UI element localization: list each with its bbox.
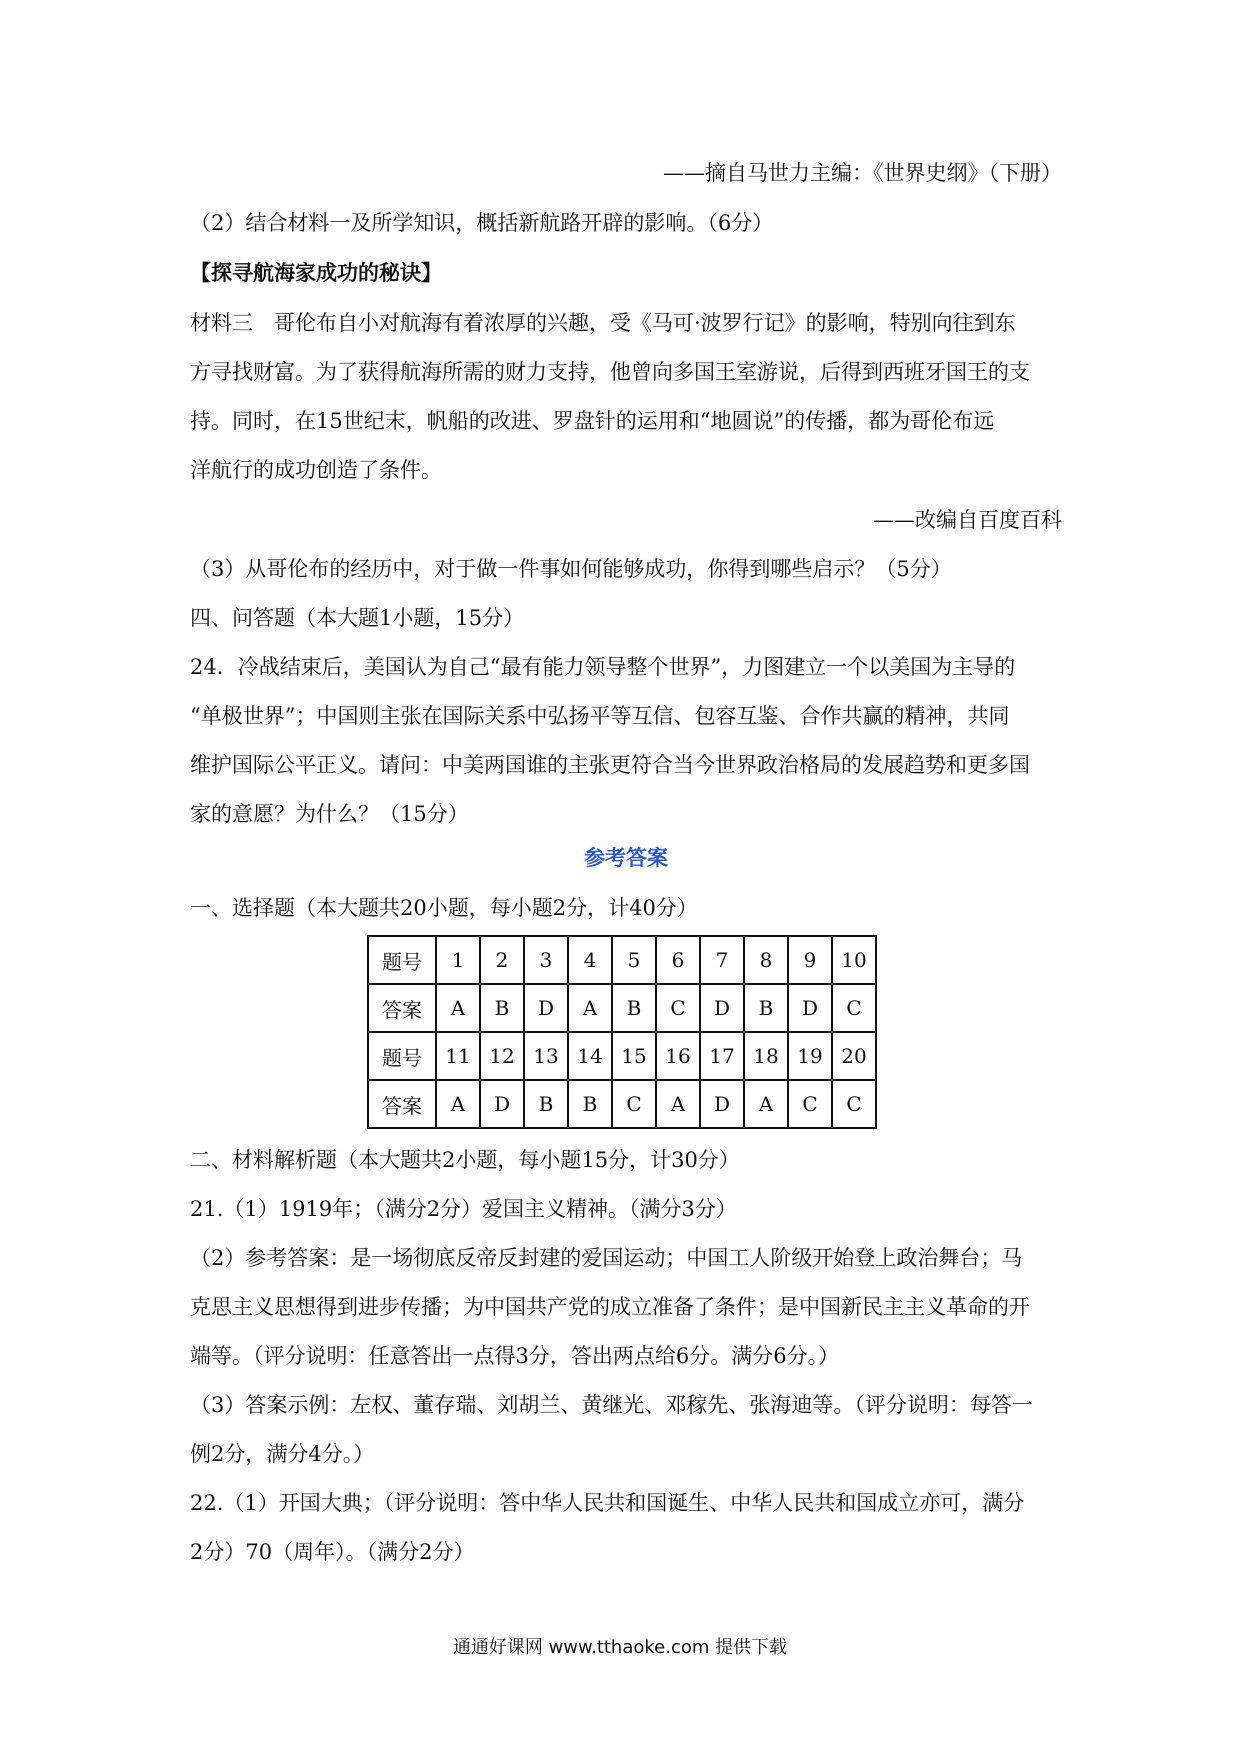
answer-21-2-line-1: （2）参考答案：是一场彻底反帝反封建的爱国运动；中国工人阶级开始登上政治舞台；马 bbox=[190, 1246, 1023, 1270]
table-row bbox=[368, 936, 876, 984]
question-2: （2）结合材料一及所学知识，概括新航路开辟的影响。（6分） bbox=[190, 211, 774, 235]
table-cell: B bbox=[480, 984, 524, 1032]
table-cell: A bbox=[744, 1080, 788, 1128]
q24-line-1: 24．冷战结束后，美国认为自己“最有能力领导整个世界”，力图建立一个以美国为主导的 bbox=[190, 655, 1016, 679]
table-cell: 3 bbox=[524, 936, 568, 984]
table-cell: C bbox=[656, 984, 700, 1032]
table-cell: C bbox=[832, 984, 876, 1032]
table-cell: 9 bbox=[788, 936, 832, 984]
answer-title: 参考答案 bbox=[584, 846, 668, 870]
table-cell: C bbox=[832, 1080, 876, 1128]
table-cell: A bbox=[436, 1080, 480, 1128]
material3-line-2: 方寻找财富。为了获得航海所需的财力支持，他曾向多国王室游说，后得到西班牙国王的支 bbox=[190, 360, 1030, 384]
table-cell: B bbox=[524, 1080, 568, 1128]
table-cell: C bbox=[788, 1080, 832, 1128]
table-cell: D bbox=[480, 1080, 524, 1128]
table-cell: 5 bbox=[612, 936, 656, 984]
table-row bbox=[368, 1080, 876, 1128]
table-cell: B bbox=[568, 1080, 612, 1128]
answer-21-3-line-2: 例2分，满分4分。） bbox=[190, 1442, 375, 1466]
source-note: ——摘自马世力主编：《世界史纲》（下册） bbox=[663, 161, 1062, 185]
table-cell: 19 bbox=[788, 1032, 832, 1080]
table-cell: 2 bbox=[480, 936, 524, 984]
section-2-heading: 二、材料解析题（本大题共2小题，每小题15分，计30分） bbox=[190, 1148, 740, 1172]
table-cell: 1 bbox=[436, 936, 480, 984]
table-cell: 15 bbox=[612, 1032, 656, 1080]
question-3: （3）从哥伦布的经历中，对于做一件事如何能够成功，你得到哪些启示？（5分） bbox=[190, 557, 952, 581]
table-cell: 12 bbox=[480, 1032, 524, 1080]
table-cell: D bbox=[700, 984, 744, 1032]
table-cell: 7 bbox=[700, 936, 744, 984]
material3-source: ——改编自百度百科 bbox=[873, 508, 1062, 532]
footer: 通通好课网 www.tthaoke.com 提供下载 bbox=[452, 1637, 788, 1658]
answer-21-2-line-3: 端等。（评分说明：任意答出一点得3分，答出两点给6分。满分6分。） bbox=[190, 1344, 840, 1368]
row-label: 答案 bbox=[368, 1080, 436, 1128]
table-cell: D bbox=[788, 984, 832, 1032]
table-cell: 8 bbox=[744, 936, 788, 984]
row-label: 题号 bbox=[368, 936, 436, 984]
answer-21-1: 21.（1）1919年；（满分2分）爱国主义精神。（满分3分） bbox=[190, 1197, 737, 1221]
table-cell: 4 bbox=[568, 936, 612, 984]
table-cell: A bbox=[656, 1080, 700, 1128]
table-cell: 13 bbox=[524, 1032, 568, 1080]
table-cell: B bbox=[744, 984, 788, 1032]
row-label: 答案 bbox=[368, 984, 436, 1032]
row-label: 题号 bbox=[368, 1032, 436, 1080]
table-cell: 14 bbox=[568, 1032, 612, 1080]
q24-line-4: 家的意愿？为什么？（15分） bbox=[190, 802, 469, 826]
answer-22-1-line-1: 22.（1）开国大典；（评分说明：答中华人民共和国诞生、中华人民共和国成立亦可，满分 bbox=[190, 1491, 1025, 1515]
section-heading: 【探寻航海家成功的秘诀】 bbox=[190, 261, 442, 285]
table-cell: C bbox=[612, 1080, 656, 1128]
table-cell: 17 bbox=[700, 1032, 744, 1080]
table-cell: B bbox=[612, 984, 656, 1032]
table-cell: D bbox=[524, 984, 568, 1032]
table-cell: 11 bbox=[436, 1032, 480, 1080]
answer-22-1-line-2: 2分）70（周年）。（满分2分） bbox=[190, 1540, 475, 1564]
answer-21-2-line-2: 克思主义思想得到进步传播；为中国共产党的成立准备了条件；是中国新民主主义革命的开 bbox=[190, 1295, 1030, 1319]
table-cell: 16 bbox=[656, 1032, 700, 1080]
q24-line-3: 维护国际公平正义。请问：中美两国谁的主张更符合当今世界政治格局的发展趋势和更多国 bbox=[190, 753, 1030, 777]
table-cell: 6 bbox=[656, 936, 700, 984]
section-4-heading: 四、问答题（本大题1小题，15分） bbox=[190, 606, 525, 630]
answer-21-3-line-1: （3）答案示例：左权、董存瑞、刘胡兰、黄继光、邓稼先、张海迪等。（评分说明：每答一 bbox=[190, 1393, 1033, 1417]
material3-line-3: 持。同时，在15世纪末，帆船的改进、罗盘针的运用和“地圆说”的传播，都为哥伦布远 bbox=[190, 409, 995, 433]
section-1-heading: 一、选择题（本大题共20小题，每小题2分，计40分） bbox=[190, 896, 698, 920]
table-cell: A bbox=[568, 984, 612, 1032]
q24-line-2: “单极世界”；中国则主张在国际关系中弘扬平等互信、包容互鉴、合作共赢的精神，共同 bbox=[190, 704, 1010, 728]
table-row bbox=[368, 1032, 876, 1080]
table-cell: 18 bbox=[744, 1032, 788, 1080]
table-cell: 10 bbox=[832, 936, 876, 984]
material3-line-4: 洋航行的成功创造了条件。 bbox=[190, 458, 442, 482]
material3-line-1: 材料三 哥伦布自小对航海有着浓厚的兴趣，受《马可·波罗行记》的影响，特别向往到东 bbox=[190, 311, 1016, 335]
answer-table bbox=[367, 935, 877, 1129]
table-row bbox=[368, 984, 876, 1032]
table-cell: D bbox=[700, 1080, 744, 1128]
table-cell: 20 bbox=[832, 1032, 876, 1080]
table-cell: A bbox=[436, 984, 480, 1032]
